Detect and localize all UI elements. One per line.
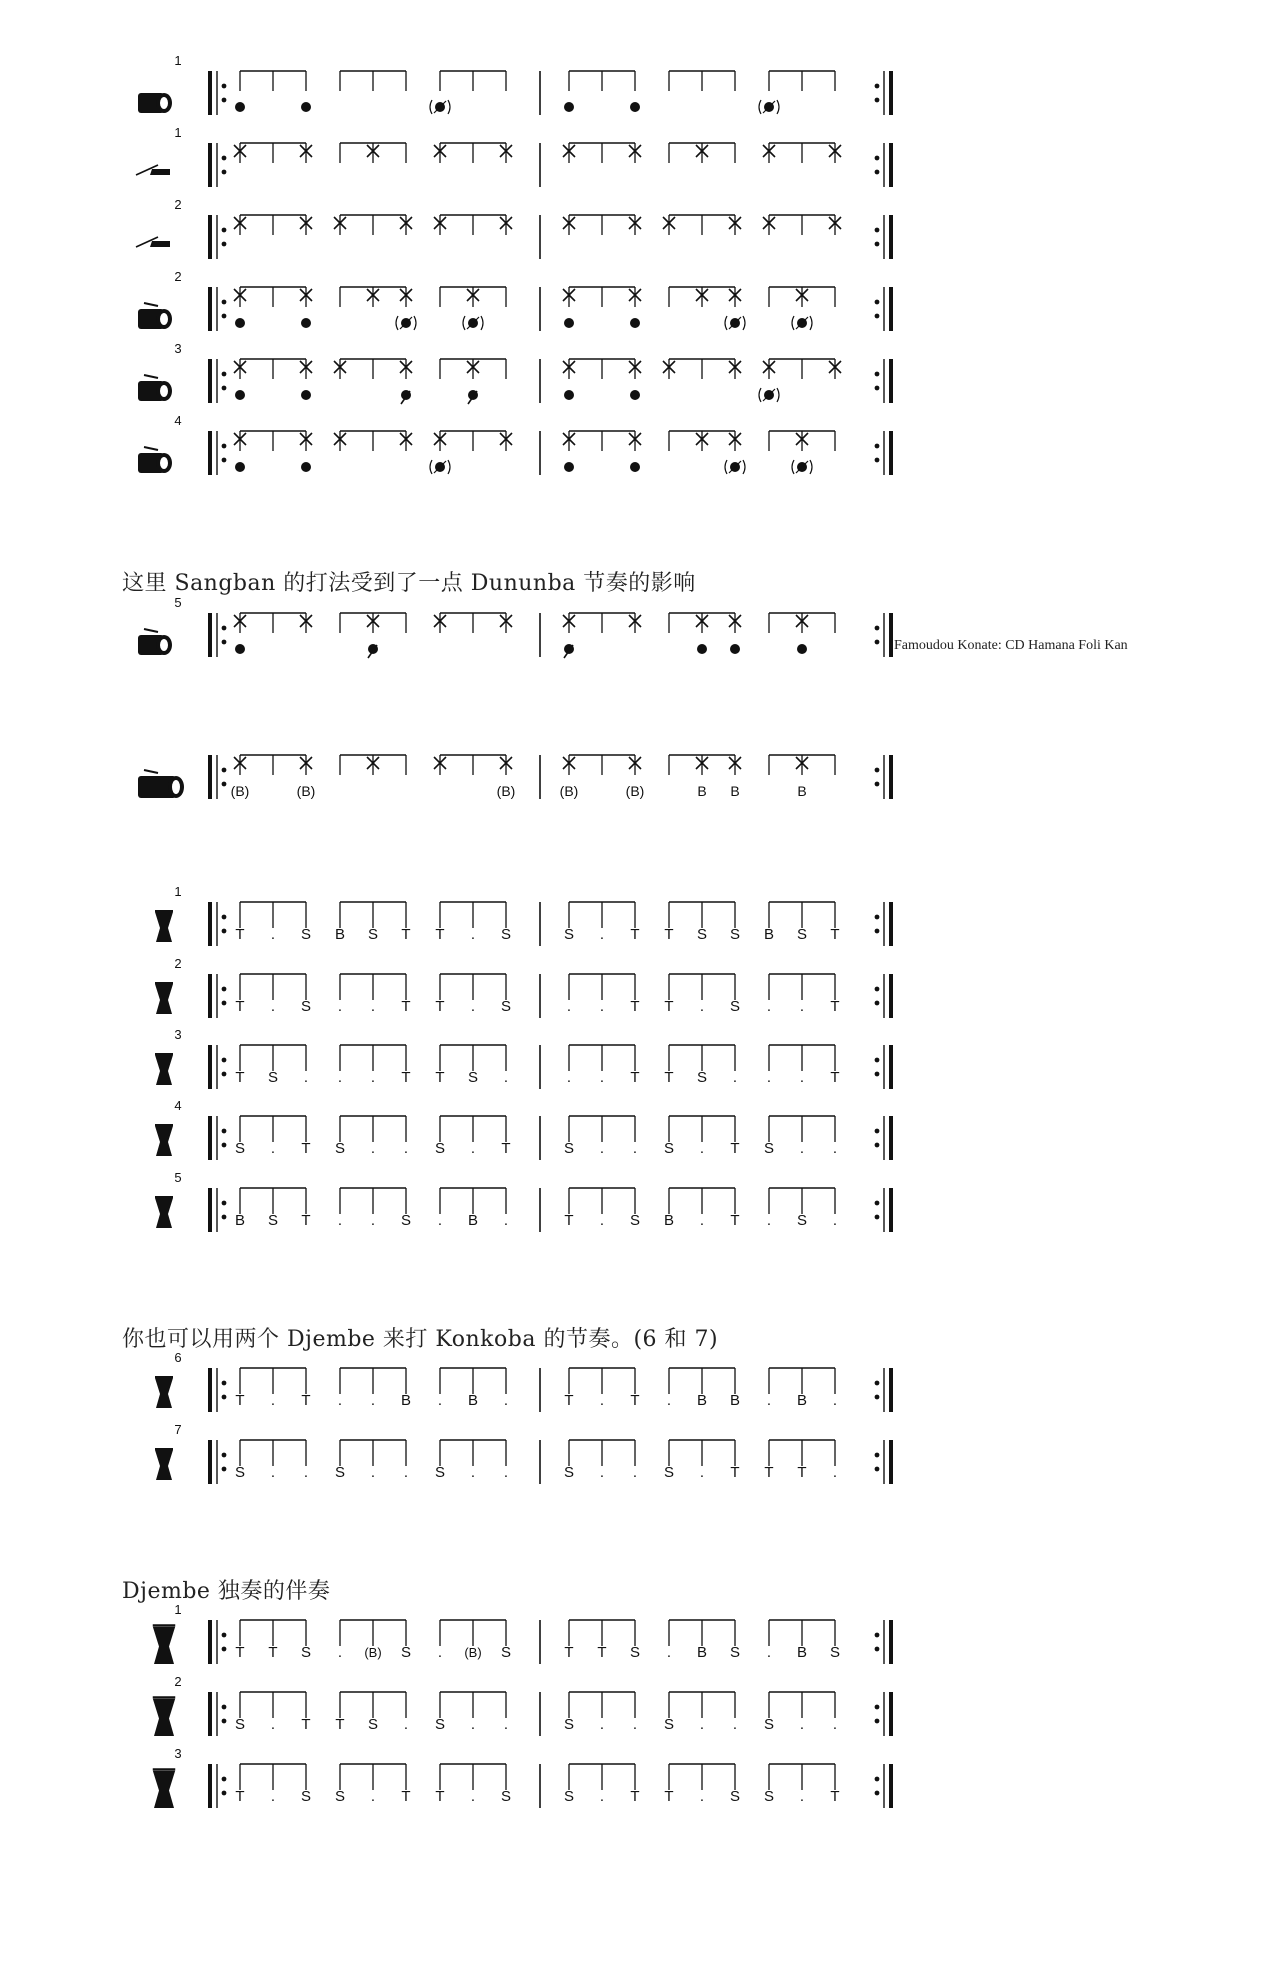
sangban-drum-icon — [138, 375, 172, 401]
stroke-label: . — [437, 1212, 443, 1229]
stroke-label: . — [270, 926, 276, 943]
djembe-icon — [153, 1769, 176, 1808]
dunun-staff — [138, 53, 891, 115]
stroke-label: T — [435, 1788, 445, 1805]
stroke-label: T — [301, 1140, 311, 1157]
stroke-label: . — [370, 1464, 376, 1481]
djembe-icon — [153, 1697, 176, 1736]
stroke-label: . — [437, 1644, 443, 1661]
stroke-label: T — [630, 1069, 640, 1086]
sangban-drum-icon — [138, 447, 172, 473]
dunun-staff — [138, 341, 891, 404]
stroke-label: S — [434, 1716, 446, 1733]
staff-number: 6 — [174, 1350, 182, 1365]
stroke-label: T — [597, 1644, 607, 1661]
stroke-label: T — [501, 1140, 511, 1157]
stroke-label: S — [663, 1140, 675, 1157]
stroke-label: T — [664, 1069, 674, 1086]
stroke-label: . — [699, 1788, 705, 1805]
stroke-label: S — [629, 1644, 641, 1661]
staff-number: 3 — [174, 1027, 182, 1042]
djembe-staff — [155, 1098, 891, 1160]
stroke-label: . — [699, 1464, 705, 1481]
stroke-label: . — [566, 1069, 572, 1086]
stroke-label: . — [470, 998, 476, 1015]
stroke-label: . — [503, 1392, 509, 1409]
stroke-label: . — [270, 1140, 276, 1157]
stroke-label: . — [766, 1212, 772, 1229]
stroke-label: . — [403, 1464, 409, 1481]
stroke-label: T — [401, 998, 411, 1015]
stroke-label: (B) — [464, 1645, 482, 1660]
stroke-label: . — [370, 1140, 376, 1157]
stroke-label: T — [664, 1788, 674, 1805]
stroke-label: S — [500, 998, 512, 1015]
stroke-label: T — [235, 1392, 245, 1409]
stroke-label: T — [564, 1212, 574, 1229]
djembe-icon — [155, 983, 173, 1014]
stroke-label: . — [370, 1392, 376, 1409]
stroke-label: . — [599, 998, 605, 1015]
stroke-label: . — [270, 1464, 276, 1481]
stroke-label: . — [270, 998, 276, 1015]
stroke-label: S — [334, 1140, 346, 1157]
djembe-icon — [155, 1377, 173, 1408]
djembe-staff — [155, 884, 891, 946]
stroke-label: T — [830, 1788, 840, 1805]
stroke-label: T — [301, 1392, 311, 1409]
stroke-label: T — [630, 1788, 640, 1805]
stroke-label: . — [470, 1464, 476, 1481]
stroke-label: . — [799, 1140, 805, 1157]
stroke-label: S — [696, 1069, 708, 1086]
stroke-label: S — [763, 1788, 775, 1805]
stroke-label: . — [403, 1716, 409, 1733]
stroke-label: . — [337, 1212, 343, 1229]
staff-number: 1 — [174, 53, 182, 68]
staff-number: 1 — [174, 1602, 182, 1617]
stroke-label: . — [303, 1069, 309, 1086]
stroke-label: . — [732, 1069, 738, 1086]
sangban-note: 这里 Sangban 的打法受到了一点 Dununba 节奏的影响 — [122, 571, 696, 596]
stroke-label: T — [335, 1716, 345, 1733]
stroke-label: B — [729, 1392, 741, 1409]
stroke-label: S — [300, 998, 312, 1015]
stroke-label: T — [630, 1392, 640, 1409]
svg-text:(B): (B) — [496, 783, 516, 799]
stroke-label: . — [337, 1392, 343, 1409]
stroke-label: . — [632, 1716, 638, 1733]
stroke-label: . — [632, 1464, 638, 1481]
dunun-staff — [136, 197, 891, 259]
stroke-label: S — [663, 1464, 675, 1481]
stroke-label: . — [699, 998, 705, 1015]
stroke-label: B — [763, 926, 775, 943]
staff-number: 5 — [174, 595, 182, 610]
stroke-label: T — [730, 1140, 740, 1157]
stroke-label: . — [799, 1716, 805, 1733]
stroke-label: T — [664, 926, 674, 943]
stroke-label: S — [563, 926, 575, 943]
stroke-label: . — [337, 1069, 343, 1086]
stroke-label: . — [766, 1392, 772, 1409]
djembe-staff — [155, 1170, 891, 1232]
svg-text:(B): (B) — [625, 783, 645, 799]
staff-number: 1 — [174, 884, 182, 899]
staff-number: 2 — [174, 1674, 182, 1689]
stroke-label: . — [799, 1069, 805, 1086]
stroke-label: T — [630, 998, 640, 1015]
stroke-label: . — [370, 1069, 376, 1086]
stroke-label: T — [235, 1788, 245, 1805]
stroke-label: . — [599, 1716, 605, 1733]
stroke-label: . — [766, 1069, 772, 1086]
svg-text:(B): (B) — [230, 783, 250, 799]
stroke-label: S — [400, 1644, 412, 1661]
stroke-label: T — [830, 926, 840, 943]
stroke-label: T — [764, 1464, 774, 1481]
svg-text:(B): (B) — [296, 783, 316, 799]
stroke-label: T — [435, 926, 445, 943]
stroke-label: S — [234, 1140, 246, 1157]
stroke-label: . — [599, 1788, 605, 1805]
stroke-label: B — [467, 1212, 479, 1229]
djembe-staff — [155, 1422, 891, 1484]
stroke-label: S — [563, 1788, 575, 1805]
stroke-label: S — [696, 926, 708, 943]
stroke-label: S — [234, 1464, 246, 1481]
staff-number: 2 — [174, 956, 182, 971]
stroke-label: . — [403, 1140, 409, 1157]
stroke-label: B — [663, 1212, 675, 1229]
stroke-label: . — [699, 1716, 705, 1733]
stroke-label: S — [663, 1716, 675, 1733]
stroke-label: . — [832, 1140, 838, 1157]
stroke-label: . — [270, 1392, 276, 1409]
stroke-label: S — [829, 1644, 841, 1661]
stroke-label: S — [500, 926, 512, 943]
stroke-label: T — [401, 1069, 411, 1086]
stroke-label: . — [799, 1788, 805, 1805]
staff-number: 2 — [174, 269, 182, 284]
stroke-label: S — [367, 1716, 379, 1733]
stroke-label: . — [599, 1069, 605, 1086]
stroke-label: S — [234, 1716, 246, 1733]
stroke-label: . — [832, 1716, 838, 1733]
djembe-staff — [153, 1746, 891, 1808]
stroke-label: S — [267, 1212, 279, 1229]
stroke-label: S — [467, 1069, 479, 1086]
stroke-label: . — [503, 1069, 509, 1086]
stroke-label: S — [367, 926, 379, 943]
stroke-label: S — [729, 1788, 741, 1805]
stroke-label: (B) — [364, 1645, 382, 1660]
stroke-label: . — [599, 1464, 605, 1481]
djembe-icon — [155, 1449, 173, 1480]
bell-icon — [136, 237, 170, 247]
stroke-label: T — [435, 1069, 445, 1086]
stroke-label: T — [235, 1644, 245, 1661]
stroke-label: T — [564, 1644, 574, 1661]
stroke-label: T — [401, 926, 411, 943]
svg-text:B: B — [730, 783, 740, 799]
stroke-label: B — [796, 1644, 808, 1661]
stroke-label: S — [563, 1464, 575, 1481]
stroke-label: . — [766, 998, 772, 1015]
staff-number: 3 — [174, 341, 182, 356]
djembe-icon — [155, 911, 173, 942]
stroke-label: . — [470, 1716, 476, 1733]
stroke-label: . — [599, 1140, 605, 1157]
djembe-staff — [155, 956, 891, 1018]
stroke-label: . — [370, 1212, 376, 1229]
stroke-label: . — [503, 1464, 509, 1481]
stroke-label: S — [563, 1716, 575, 1733]
djembe-staff — [153, 1674, 891, 1736]
svg-text:B: B — [797, 783, 807, 799]
djembe-icon — [153, 1625, 176, 1664]
djembe-icon — [155, 1125, 173, 1156]
stroke-label: T — [268, 1644, 278, 1661]
stroke-label: S — [300, 926, 312, 943]
bell-icon — [136, 165, 170, 175]
stroke-label: . — [503, 1716, 509, 1733]
djembe-icon — [155, 1197, 173, 1228]
stroke-label: S — [563, 1140, 575, 1157]
sangban-drum-icon — [138, 303, 172, 329]
stroke-label: T — [830, 998, 840, 1015]
stroke-label: . — [270, 1716, 276, 1733]
stroke-label: S — [300, 1788, 312, 1805]
stroke-label: T — [435, 998, 445, 1015]
dununba-drum-icon — [138, 770, 184, 798]
stroke-label: . — [832, 1464, 838, 1481]
djembe-icon — [155, 1054, 173, 1085]
stroke-label: . — [503, 1212, 509, 1229]
stroke-label: T — [630, 926, 640, 943]
sangban-drum-icon — [138, 629, 172, 655]
stroke-label: . — [337, 998, 343, 1015]
stroke-label: S — [267, 1069, 279, 1086]
stroke-label: . — [599, 1392, 605, 1409]
stroke-label: . — [303, 1464, 309, 1481]
stroke-label: B — [234, 1212, 246, 1229]
stroke-label: . — [699, 1212, 705, 1229]
stroke-label: . — [337, 1644, 343, 1661]
stroke-label: B — [796, 1392, 808, 1409]
djembe-staff — [155, 1027, 891, 1089]
svg-text:B: B — [697, 783, 707, 799]
stroke-label: . — [470, 1788, 476, 1805]
stroke-label: S — [729, 998, 741, 1015]
stroke-label: T — [301, 1716, 311, 1733]
solo-accompaniment-note: Djembe 独奏的伴奏 — [122, 1579, 331, 1604]
stroke-label: S — [434, 1464, 446, 1481]
stroke-label: . — [370, 998, 376, 1015]
staff-number: 2 — [174, 197, 182, 212]
staff-number: 4 — [174, 1098, 182, 1113]
stroke-label: T — [235, 926, 245, 943]
stroke-label: S — [500, 1788, 512, 1805]
stroke-label: S — [729, 926, 741, 943]
stroke-label: T — [730, 1212, 740, 1229]
stroke-label: . — [437, 1392, 443, 1409]
stroke-label: S — [500, 1644, 512, 1661]
stroke-label: T — [235, 1069, 245, 1086]
djembe-staff — [153, 1602, 891, 1664]
stroke-label: S — [729, 1644, 741, 1661]
stroke-label: . — [666, 1644, 672, 1661]
stroke-label: T — [564, 1392, 574, 1409]
stroke-label: . — [599, 926, 605, 943]
stroke-label: B — [334, 926, 346, 943]
stroke-label: T — [235, 998, 245, 1015]
stroke-label: S — [334, 1788, 346, 1805]
stroke-label: . — [599, 1212, 605, 1229]
stroke-label: S — [763, 1716, 775, 1733]
dunun-staff — [138, 269, 891, 331]
kenkeni-drum-icon — [138, 93, 172, 113]
stroke-label: S — [434, 1140, 446, 1157]
stroke-label: . — [632, 1140, 638, 1157]
staff-number: 3 — [174, 1746, 182, 1761]
konkoba-note: 你也可以用两个 Djembe 来打 Konkoba 的节奏。(6 和 7) — [122, 1327, 719, 1352]
stroke-label: S — [763, 1140, 775, 1157]
svg-text:(B): (B) — [559, 783, 579, 799]
stroke-label: . — [566, 998, 572, 1015]
stroke-label: T — [301, 1212, 311, 1229]
stroke-label: T — [797, 1464, 807, 1481]
stroke-label: T — [830, 1069, 840, 1086]
stroke-label: B — [696, 1392, 708, 1409]
staff-number: 5 — [174, 1170, 182, 1185]
staff-number: 7 — [174, 1422, 182, 1437]
stroke-label: B — [467, 1392, 479, 1409]
stroke-label: . — [699, 1140, 705, 1157]
stroke-label: S — [629, 1212, 641, 1229]
stroke-label: . — [732, 1716, 738, 1733]
djembe-staff — [155, 1350, 891, 1412]
stroke-label: . — [766, 1644, 772, 1661]
staff-number: 1 — [174, 125, 182, 140]
stroke-label: . — [270, 1788, 276, 1805]
stroke-label: . — [799, 998, 805, 1015]
stroke-label: T — [730, 1464, 740, 1481]
dunun-staff — [138, 413, 891, 475]
stroke-label: B — [696, 1644, 708, 1661]
stroke-label: . — [832, 1212, 838, 1229]
stroke-label: . — [666, 1392, 672, 1409]
stroke-label: S — [300, 1644, 312, 1661]
stroke-label: T — [664, 998, 674, 1015]
stroke-label: S — [796, 1212, 808, 1229]
dunun-staff — [138, 755, 891, 799]
stroke-label: T — [401, 1788, 411, 1805]
stroke-label: . — [470, 1140, 476, 1157]
stroke-label: S — [400, 1212, 412, 1229]
stroke-label: S — [334, 1464, 346, 1481]
stroke-label: . — [370, 1788, 376, 1805]
dunun-staff — [136, 125, 891, 187]
staff-number: 4 — [174, 413, 182, 428]
dunun-staff — [138, 595, 891, 658]
stroke-label: B — [400, 1392, 412, 1409]
stroke-label: . — [470, 926, 476, 943]
recording-credit: Famoudou Konate: CD Hamana Foli Kan — [894, 638, 1128, 653]
stroke-label: S — [796, 926, 808, 943]
stroke-label: . — [832, 1392, 838, 1409]
